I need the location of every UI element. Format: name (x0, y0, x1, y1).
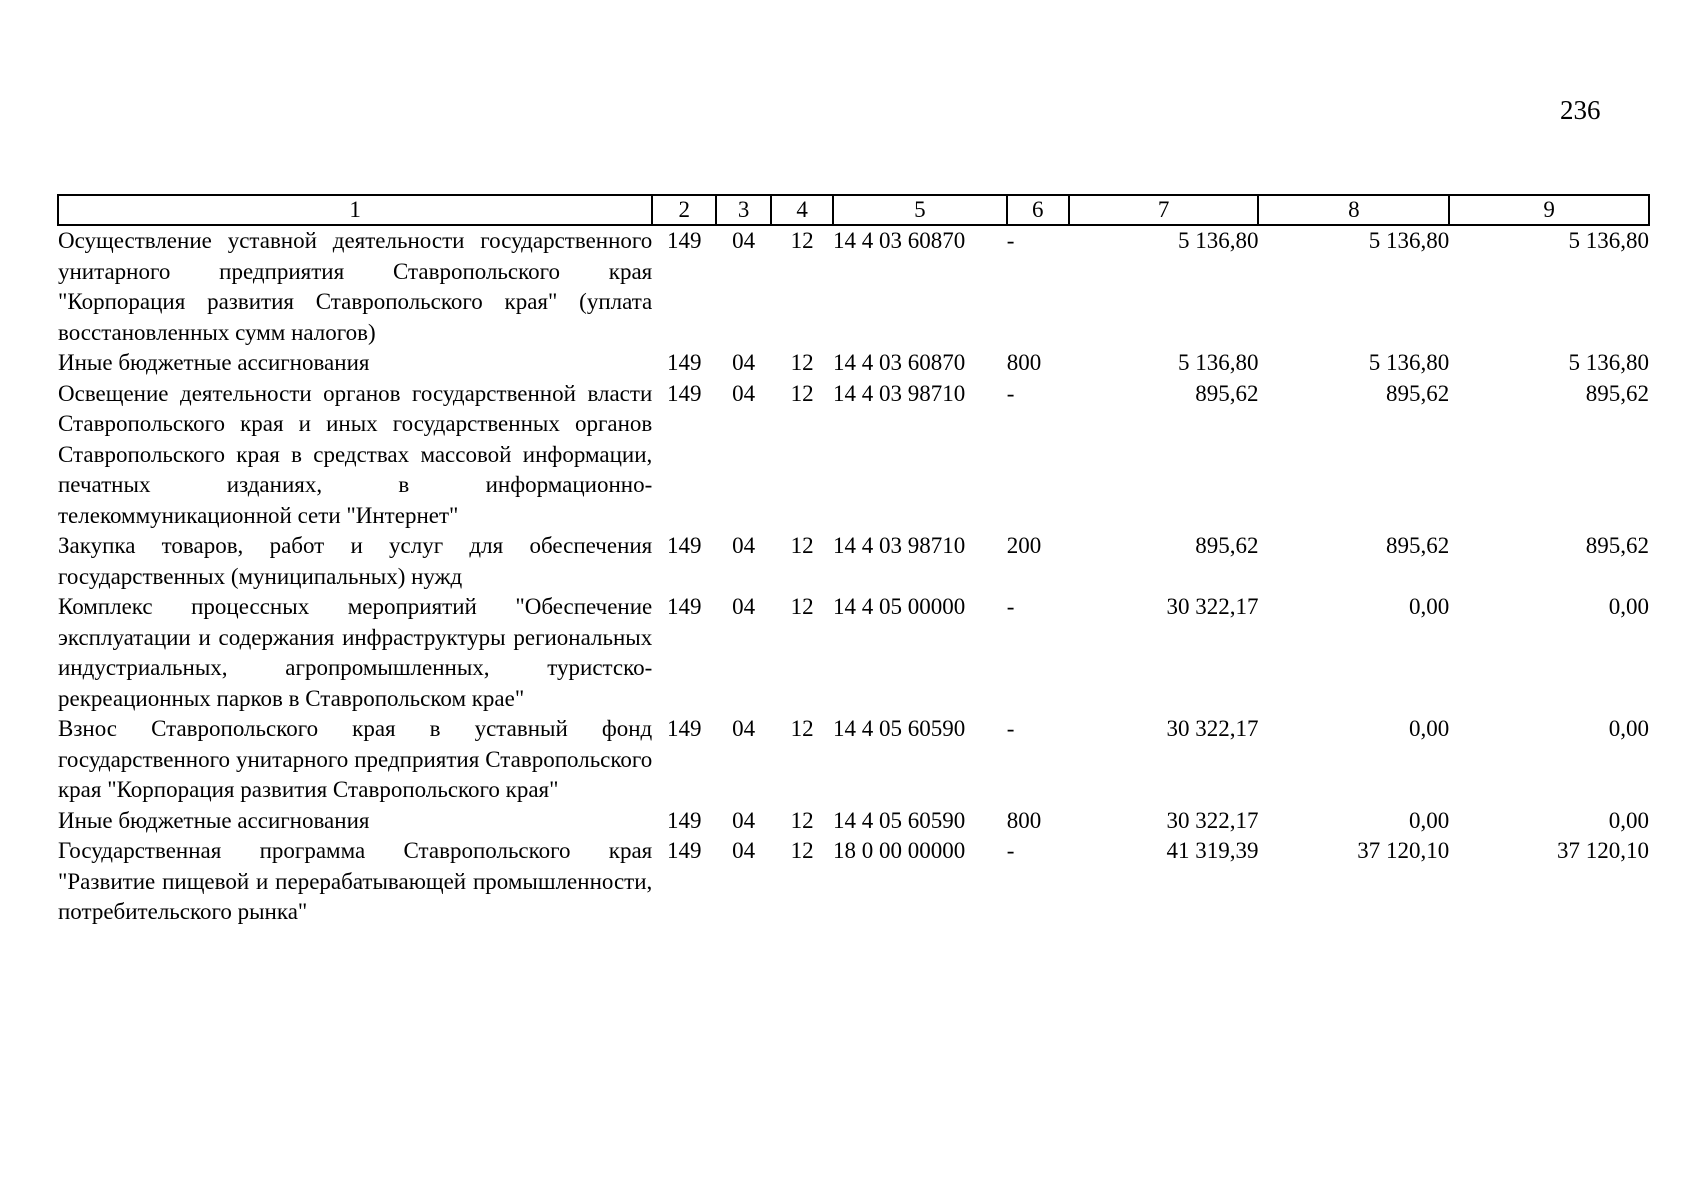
row-admin-code: 149 (666, 533, 702, 558)
row-amount-col7: 30 322,17 (1166, 716, 1259, 741)
row-admin-code: 149 (666, 594, 702, 619)
table-body (58, 225, 1649, 928)
row-section-code: 04 (732, 838, 756, 863)
row-admin-code: 149 (666, 838, 702, 863)
row-amount-col8: 0,00 (1408, 716, 1450, 741)
row-expense-type: - (1006, 380, 1015, 406)
row-admin-code: 149 (666, 228, 702, 253)
header-col-4: 4 (771, 195, 833, 225)
table-row (58, 379, 1649, 532)
header-col-6: 6 (1007, 195, 1069, 225)
table-row (58, 806, 1649, 837)
row-section-code: 04 (732, 716, 756, 741)
table-row (58, 348, 1649, 379)
budget-table (57, 194, 1650, 928)
row-amount-col8: 5 136,80 (1368, 228, 1450, 253)
row-amount-col9: 895,62 (1585, 380, 1649, 406)
row-subsection-code: 12 (790, 716, 814, 741)
row-target-code: 14 4 05 00000 (833, 594, 966, 619)
header-col-3: 3 (716, 195, 771, 225)
row-expense-type: - (1006, 594, 1015, 619)
row-expense-type: - (1006, 716, 1015, 741)
row-expense-type: 800 (1006, 807, 1042, 833)
row-amount-col8: 37 120,10 (1357, 838, 1450, 863)
row-amount-col8: 895,62 (1385, 533, 1450, 558)
header-row (58, 195, 1649, 225)
row-amount-col7: 5 136,80 (1177, 228, 1259, 253)
row-target-code: 18 0 00 00000 (833, 838, 966, 863)
header-col-9: 9 (1449, 195, 1649, 225)
table-row (58, 225, 1649, 348)
row-subsection-code: 12 (790, 838, 814, 863)
row-expense-type: 800 (1006, 350, 1042, 375)
row-description: Освещение деятельности органов государственной власти Ставропольского края и иных государственных органов Ставропольского края в средствах массовой информации, печатных изданиях, в информационно-телекоммуникационной сети "Интернет" (58, 380, 653, 528)
row-section-code: 04 (732, 380, 756, 406)
row-description: Осуществление уставной деятельности государственного унитарного предприятия Ставропольского края "Корпорация развития Ставропольского края" (уплата восстановленных сумм налогов) (58, 228, 653, 345)
row-amount-col8: 0,00 (1408, 594, 1450, 619)
row-amount-col9: 0,00 (1608, 716, 1649, 741)
row-amount-col7: 30 322,17 (1166, 807, 1259, 833)
table-header (58, 195, 1649, 225)
row-amount-col9: 0,00 (1608, 594, 1649, 619)
row-target-code: 14 4 03 98710 (833, 533, 966, 558)
row-subsection-code: 12 (790, 350, 814, 375)
row-admin-code: 149 (666, 716, 702, 741)
row-subsection-code: 12 (790, 533, 814, 558)
header-col-5: 5 (833, 195, 1007, 225)
row-target-code: 14 4 05 60590 (833, 716, 966, 741)
row-amount-col9: 5 136,80 (1568, 350, 1649, 375)
page-number: 236 (1560, 95, 1601, 125)
header-col-7: 7 (1069, 195, 1259, 225)
row-amount-col8: 0,00 (1408, 807, 1450, 833)
row-description: Иные бюджетные ассигнования (58, 807, 370, 833)
row-amount-col9: 0,00 (1608, 807, 1649, 833)
row-section-code: 04 (732, 594, 756, 619)
row-amount-col9: 895,62 (1585, 533, 1649, 558)
row-amount-col8: 895,62 (1385, 380, 1450, 406)
row-expense-type: 200 (1006, 533, 1042, 558)
row-expense-type: - (1006, 228, 1015, 253)
table-row (58, 714, 1649, 806)
row-admin-code: 149 (666, 807, 702, 833)
row-description: Комплекс процессных мероприятий "Обеспечение эксплуатации и содержания инфраструктуры региональных индустриальных, агропромышленных, туристско-рекреационных парков в Ставропольском крае" (58, 594, 653, 711)
row-amount-col7: 895,62 (1195, 380, 1259, 406)
row-section-code: 04 (732, 350, 756, 375)
row-description: Иные бюджетные ассигнования (58, 350, 370, 375)
header-col-8: 8 (1258, 195, 1449, 225)
row-target-code: 14 4 03 98710 (833, 380, 966, 406)
row-amount-col7: 41 319,39 (1166, 838, 1259, 863)
table-row (58, 531, 1649, 592)
row-amount-col7: 5 136,80 (1177, 350, 1259, 375)
row-subsection-code: 12 (790, 594, 814, 619)
row-target-code: 14 4 03 60870 (833, 350, 966, 375)
row-amount-col9: 37 120,10 (1557, 838, 1649, 863)
row-description: Государственная программа Ставропольского края "Развитие пищевой и перерабатывающей промышленности, потребительского рынка" (58, 838, 653, 924)
row-amount-col7: 30 322,17 (1166, 594, 1259, 619)
row-admin-code: 149 (666, 380, 702, 406)
row-amount-col7: 895,62 (1195, 533, 1259, 558)
row-target-code: 14 4 05 60590 (833, 807, 966, 833)
row-section-code: 04 (732, 228, 756, 253)
row-subsection-code: 12 (790, 380, 814, 406)
header-col-1: 1 (58, 195, 652, 225)
row-expense-type: - (1006, 838, 1015, 863)
row-section-code: 04 (732, 807, 756, 833)
row-target-code: 14 4 03 60870 (833, 228, 966, 253)
table-row (58, 836, 1649, 928)
row-amount-col8: 5 136,80 (1368, 350, 1450, 375)
row-admin-code: 149 (666, 350, 702, 375)
row-section-code: 04 (732, 533, 756, 558)
row-subsection-code: 12 (790, 228, 814, 253)
table-row (58, 592, 1649, 714)
row-amount-col9: 5 136,80 (1568, 228, 1649, 253)
row-description: Взнос Ставропольского края в уставный фонд государственного унитарного предприятия Ставропольского края "Корпорация развития Ставропольского края" (58, 716, 653, 802)
header-col-2: 2 (652, 195, 716, 225)
row-subsection-code: 12 (790, 807, 814, 833)
row-description: Закупка товаров, работ и услуг для обеспечения государственных (муниципальных) нужд (58, 533, 653, 589)
